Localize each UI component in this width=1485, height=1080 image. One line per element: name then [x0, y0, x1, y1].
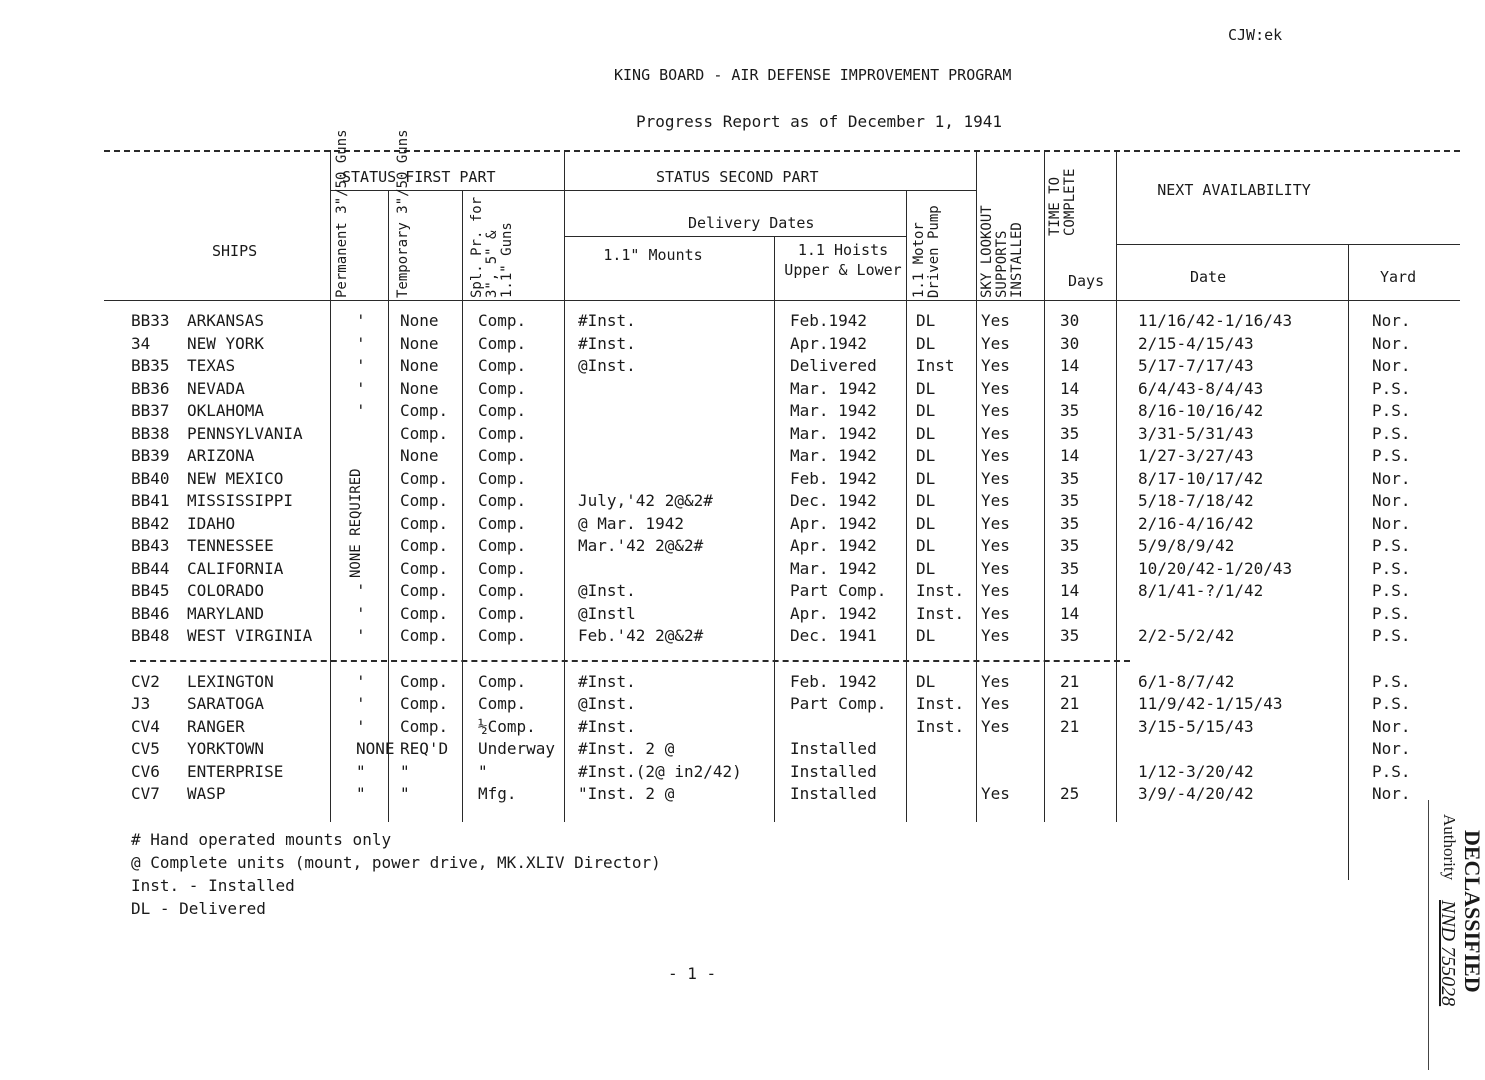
- sky-lookout-cell: Yes: [981, 446, 1010, 465]
- hoists-cell: Mar. 1942: [790, 446, 877, 465]
- spl-pr-cell: Comp.: [478, 513, 527, 533]
- temp-guns-cell: Comp.: [400, 468, 449, 488]
- none-required-label: NONE REQUIRED: [348, 468, 364, 578]
- mounts-cell: @ Mar. 1942: [578, 513, 684, 533]
- mounts-cell: @Inst.: [578, 581, 636, 600]
- temp-guns-cell: Comp.: [400, 536, 449, 555]
- sky-lookout-cell: Yes: [981, 423, 1010, 443]
- days-cell: 30: [1060, 311, 1080, 330]
- yard-cell: Nor.: [1372, 513, 1411, 533]
- motor-pump-cell: DL: [916, 378, 936, 398]
- hoists-cell: Delivered: [790, 356, 877, 375]
- yard-cell: P.S.: [1372, 581, 1411, 600]
- days-cell: 35: [1060, 536, 1080, 555]
- temp-guns-cell: None: [400, 378, 439, 398]
- sky-lookout-cell: Yes: [981, 536, 1010, 555]
- mounts-cell: #Inst.: [578, 716, 636, 736]
- yard-cell: Nor.: [1372, 333, 1411, 353]
- yard-cell: Nor.: [1372, 491, 1411, 510]
- header-next-availability: NEXT AVAILABILITY: [1157, 181, 1311, 199]
- perm-guns-cell: ': [356, 581, 366, 600]
- next-date-cell: 5/18-7/18/42: [1138, 491, 1254, 510]
- mounts-cell: @Instl: [578, 603, 636, 623]
- motor-pump-cell: Inst.: [916, 716, 965, 736]
- ship-name-cell: MISSISSIPPI: [187, 491, 293, 510]
- spl-pr-cell: Comp.: [478, 468, 527, 488]
- sky-lookout-cell: Yes: [981, 491, 1010, 510]
- perm-guns-cell: ": [356, 761, 366, 781]
- perm-guns-cell: ': [356, 333, 366, 353]
- next-date-cell: 1/12-3/20/42: [1138, 761, 1254, 781]
- hull-cell: BB41: [131, 491, 170, 510]
- next-date-cell: 1/27-3/27/43: [1138, 446, 1254, 465]
- next-date-cell: 8/16-10/16/42: [1138, 401, 1264, 420]
- yard-cell: P.S.: [1372, 626, 1411, 645]
- yard-cell: P.S.: [1372, 378, 1411, 398]
- days-cell: 14: [1060, 603, 1080, 623]
- sky-lookout-cell: Yes: [981, 694, 1010, 714]
- hull-cell: BB33: [131, 311, 170, 330]
- motor-pump-cell: Inst: [916, 356, 955, 375]
- redaction-patch: [178, 102, 340, 136]
- temp-guns-cell: Comp.: [400, 513, 449, 533]
- sky-lookout-cell: Yes: [981, 513, 1010, 533]
- days-cell: 35: [1060, 468, 1080, 488]
- spl-pr-cell: Comp.: [478, 333, 527, 353]
- hull-cell: BB44: [131, 558, 170, 578]
- yard-cell: P.S.: [1372, 536, 1411, 555]
- spl-pr-cell: Comp.: [478, 378, 527, 398]
- days-cell: 14: [1060, 581, 1080, 600]
- sky-lookout-cell: Yes: [981, 311, 1010, 330]
- page-number: - 1 -: [668, 964, 717, 983]
- next-date-cell: 3/9/-4/20/42: [1138, 784, 1254, 803]
- perm-guns-cell: ': [356, 603, 366, 623]
- legend-2: @ Complete units (mount, power drive, MK.XLIV Director): [131, 853, 661, 872]
- spl-pr-cell: Comp.: [478, 536, 527, 555]
- days-cell: 14: [1060, 356, 1080, 375]
- hoists-cell: Apr. 1942: [790, 603, 877, 623]
- yard-cell: P.S.: [1372, 446, 1411, 465]
- hull-cell: BB36: [131, 378, 170, 398]
- ship-name-cell: IDAHO: [187, 513, 236, 533]
- spl-pr-cell: Comp.: [478, 491, 527, 510]
- motor-pump-cell: DL: [916, 558, 936, 578]
- motor-pump-cell: Inst.: [916, 694, 965, 714]
- mounts-cell: #Inst.(2@ in2/42): [578, 761, 742, 781]
- sky-lookout-cell: Yes: [981, 716, 1010, 736]
- temp-guns-cell: Comp.: [400, 423, 449, 443]
- hull-cell: 34: [131, 333, 151, 353]
- yard-cell: Nor.: [1372, 739, 1411, 759]
- ship-name-cell: MARYLAND: [187, 603, 265, 623]
- ship-name-cell: ENTERPRISE: [187, 761, 284, 781]
- stamp-authority-label: Authority: [1440, 814, 1459, 881]
- header-status-first-part: STATUS FIRST PART: [342, 168, 496, 186]
- ship-name-cell: ARKANSAS: [187, 311, 265, 330]
- ship-name-cell: TENNESSEE: [187, 536, 274, 555]
- mounts-cell: #Inst.: [578, 672, 636, 691]
- hoists-cell: Installed: [790, 761, 877, 781]
- perm-guns-cell: ': [356, 378, 366, 398]
- header-time-to-complete: TIME TO COMPLETE: [1047, 168, 1078, 236]
- hull-cell: BB48: [131, 626, 170, 645]
- hoists-cell: Feb. 1942: [790, 672, 877, 691]
- mounts-cell: #Inst.: [578, 311, 636, 330]
- ship-name-cell: SARATOGA: [187, 694, 265, 714]
- hull-cell: BB40: [131, 468, 170, 488]
- yard-cell: P.S.: [1372, 558, 1411, 578]
- days-cell: 35: [1060, 423, 1080, 443]
- mounts-cell: @Inst.: [578, 694, 636, 714]
- temp-guns-cell: ": [400, 761, 410, 781]
- motor-pump-cell: DL: [916, 446, 936, 465]
- yard-cell: Nor.: [1372, 468, 1411, 488]
- next-date-cell: 6/4/43-8/4/43: [1138, 378, 1264, 398]
- ship-name-cell: PENNSYLVANIA: [187, 423, 303, 443]
- spl-pr-cell: Comp.: [478, 423, 527, 443]
- yard-cell: Nor.: [1372, 716, 1411, 736]
- temp-guns-cell: Comp.: [400, 603, 449, 623]
- perm-guns-cell: ": [356, 784, 366, 803]
- mounts-cell: Feb.'42 2@&2#: [578, 626, 704, 645]
- perm-guns-cell: ': [356, 356, 366, 375]
- hull-cell: CV2: [131, 672, 160, 691]
- spl-pr-cell: Comp.: [478, 581, 527, 600]
- hoists-cell: Part Comp.: [790, 581, 887, 600]
- hull-cell: BB35: [131, 356, 170, 375]
- sky-lookout-cell: Yes: [981, 468, 1010, 488]
- stamp-authority-value: NND 755028: [1437, 900, 1459, 1007]
- ship-name-cell: LEXINGTON: [187, 672, 274, 691]
- temp-guns-cell: None: [400, 333, 439, 353]
- motor-pump-cell: DL: [916, 423, 936, 443]
- yard-cell: Nor.: [1372, 356, 1411, 375]
- sky-lookout-cell: Yes: [981, 581, 1010, 600]
- mounts-cell: #Inst. 2 @: [578, 739, 675, 759]
- header-yard: Yard: [1380, 268, 1417, 286]
- hoists-cell: Feb.1942: [790, 311, 868, 330]
- sky-lookout-cell: Yes: [981, 356, 1010, 375]
- temp-guns-cell: None: [400, 311, 439, 330]
- temp-guns-cell: Comp.: [400, 672, 449, 691]
- sky-lookout-cell: Yes: [981, 672, 1010, 691]
- yard-cell: P.S.: [1372, 423, 1411, 443]
- yard-cell: P.S.: [1372, 603, 1411, 623]
- days-cell: 14: [1060, 446, 1080, 465]
- motor-pump-cell: DL: [916, 311, 936, 330]
- yard-cell: Nor.: [1372, 784, 1411, 803]
- header-mounts: 1.1" Mounts: [603, 246, 703, 264]
- hull-cell: CV4: [131, 716, 160, 736]
- sky-lookout-cell: Yes: [981, 784, 1010, 803]
- next-date-cell: 11/16/42-1/16/43: [1138, 311, 1293, 330]
- header-days: Days: [1068, 272, 1105, 290]
- hull-cell: J3: [131, 694, 151, 714]
- temp-guns-cell: Comp.: [400, 716, 449, 736]
- mounts-cell: "Inst. 2 @: [578, 784, 675, 803]
- temp-guns-cell: Comp.: [400, 694, 449, 714]
- temp-guns-cell: ": [400, 784, 410, 803]
- next-date-cell: 3/31-5/31/43: [1138, 423, 1254, 443]
- yard-cell: P.S.: [1372, 694, 1411, 714]
- header-spl-pr: Spl. Pr. for 3", 5" & 1.1" Guns: [469, 196, 515, 298]
- temp-guns-cell: Comp.: [400, 401, 449, 420]
- motor-pump-cell: DL: [916, 333, 936, 353]
- days-cell: 30: [1060, 333, 1080, 353]
- temp-guns-cell: None: [400, 446, 439, 465]
- legend-3: Inst. - Installed: [131, 876, 295, 895]
- hull-cell: BB43: [131, 536, 170, 555]
- next-date-cell: 5/9/8/9/42: [1138, 536, 1235, 555]
- ship-name-cell: RANGER: [187, 716, 245, 736]
- perm-guns-cell: ': [356, 626, 366, 645]
- mounts-cell: July,'42 2@&2#: [578, 491, 713, 510]
- doc-title: KING BOARD - AIR DEFENSE IMPROVEMENT PROGRAM: [614, 66, 1012, 84]
- hull-cell: CV7: [131, 784, 160, 803]
- hoists-cell: Mar. 1942: [790, 401, 877, 420]
- yard-cell: P.S.: [1372, 761, 1411, 781]
- hull-cell: BB46: [131, 603, 170, 623]
- hoists-cell: Mar. 1942: [790, 558, 877, 578]
- header-temporary-guns: Temporary 3"/50 Guns: [395, 129, 411, 298]
- motor-pump-cell: DL: [916, 672, 936, 691]
- header-ships: SHIPS: [212, 242, 258, 260]
- spl-pr-cell: Comp.: [478, 603, 527, 623]
- perm-guns-cell: ': [356, 716, 366, 736]
- days-cell: 14: [1060, 378, 1080, 398]
- hoists-cell: Dec. 1942: [790, 491, 877, 510]
- spl-pr-cell: Comp.: [478, 446, 527, 465]
- mounts-cell: @Inst.: [578, 356, 636, 375]
- hoists-cell: Apr.1942: [790, 333, 868, 353]
- hoists-cell: Mar. 1942: [790, 423, 877, 443]
- yard-cell: P.S.: [1372, 672, 1411, 691]
- spl-pr-cell: Comp.: [478, 311, 527, 330]
- spl-pr-cell: Mfg.: [478, 784, 517, 803]
- doc-subtitle: Progress Report as of December 1, 1941: [636, 112, 1003, 131]
- header-date: Date: [1190, 268, 1227, 286]
- ship-name-cell: ARIZONA: [187, 446, 255, 465]
- ship-name-cell: WASP: [187, 784, 226, 803]
- hull-cell: BB45: [131, 581, 170, 600]
- ship-name-cell: COLORADO: [187, 581, 265, 600]
- days-cell: 21: [1060, 716, 1080, 736]
- perm-guns-cell: NONE: [356, 739, 395, 759]
- hoists-cell: Installed: [790, 739, 877, 759]
- doc-initials: CJW:ek: [1228, 26, 1283, 44]
- days-cell: 25: [1060, 784, 1080, 803]
- next-date-cell: 5/17-7/17/43: [1138, 356, 1254, 375]
- motor-pump-cell: DL: [916, 491, 936, 510]
- sky-lookout-cell: Yes: [981, 378, 1010, 398]
- next-date-cell: 8/1/41-?/1/42: [1138, 581, 1264, 600]
- hoists-cell: Apr. 1942: [790, 513, 877, 533]
- sky-lookout-cell: Yes: [981, 558, 1010, 578]
- header-status-second-part: STATUS SECOND PART: [656, 168, 819, 186]
- sky-lookout-cell: Yes: [981, 401, 1010, 420]
- motor-pump-cell: Inst.: [916, 581, 965, 600]
- perm-guns-cell: ': [356, 311, 366, 330]
- days-cell: 35: [1060, 513, 1080, 533]
- motor-pump-cell: DL: [916, 401, 936, 420]
- spl-pr-cell: ": [478, 761, 488, 781]
- motor-pump-cell: DL: [916, 468, 936, 488]
- ship-name-cell: NEW YORK: [187, 333, 265, 353]
- sky-lookout-cell: Yes: [981, 603, 1010, 623]
- hoists-cell: Installed: [790, 784, 877, 803]
- ship-name-cell: YORKTOWN: [187, 739, 265, 759]
- spl-pr-cell: Comp.: [478, 672, 527, 691]
- perm-guns-cell: ': [356, 672, 366, 691]
- next-date-cell: 2/15-4/15/43: [1138, 333, 1254, 353]
- hoists-cell: Part Comp.: [790, 694, 887, 714]
- spl-pr-cell: Comp.: [478, 356, 527, 375]
- header-sky-lookout: SKY LOOKOUT SUPPORTS INSTALLED: [979, 205, 1025, 298]
- hull-cell: BB38: [131, 423, 170, 443]
- header-delivery-dates: Delivery Dates: [688, 214, 815, 232]
- ship-name-cell: NEW MEXICO: [187, 468, 284, 488]
- ship-name-cell: WEST VIRGINIA: [187, 626, 313, 645]
- spl-pr-cell: Comp.: [478, 694, 527, 714]
- perm-guns-cell: ': [356, 694, 366, 714]
- legend-1: # Hand operated mounts only: [131, 830, 392, 849]
- ship-name-cell: NEVADA: [187, 378, 245, 398]
- hull-cell: BB39: [131, 446, 170, 465]
- days-cell: 35: [1060, 626, 1080, 645]
- hoists-cell: Apr. 1942: [790, 536, 877, 555]
- next-date-cell: 3/15-5/15/43: [1138, 716, 1254, 736]
- hull-cell: BB42: [131, 513, 170, 533]
- temp-guns-cell: None: [400, 356, 439, 375]
- motor-pump-cell: Inst.: [916, 603, 965, 623]
- header-motor-pump: 1.1 Motor Driven Pump: [911, 205, 942, 298]
- temp-guns-cell: Comp.: [400, 558, 449, 578]
- hoists-cell: Dec. 1941: [790, 626, 877, 645]
- header-permanent-guns: Permanent 3"/50 Guns: [334, 129, 350, 298]
- perm-guns-cell: ': [356, 401, 366, 420]
- days-cell: 35: [1060, 558, 1080, 578]
- mounts-cell: Mar.'42 2@&2#: [578, 536, 704, 555]
- days-cell: 21: [1060, 672, 1080, 691]
- hull-cell: BB37: [131, 401, 170, 420]
- ship-name-cell: CALIFORNIA: [187, 558, 284, 578]
- sky-lookout-cell: Yes: [981, 626, 1010, 645]
- days-cell: 21: [1060, 694, 1080, 714]
- hull-cell: CV6: [131, 761, 160, 781]
- spl-pr-cell: ½Comp.: [478, 716, 536, 736]
- days-cell: 35: [1060, 491, 1080, 510]
- days-cell: 35: [1060, 401, 1080, 420]
- spl-pr-cell: Comp.: [478, 558, 527, 578]
- motor-pump-cell: DL: [916, 536, 936, 555]
- sky-lookout-cell: Yes: [981, 333, 1010, 353]
- temp-guns-cell: Comp.: [400, 626, 449, 645]
- spl-pr-cell: Underway: [478, 739, 556, 759]
- motor-pump-cell: DL: [916, 626, 936, 645]
- yard-cell: Nor.: [1372, 311, 1411, 330]
- next-date-cell: 11/9/42-1/15/43: [1138, 694, 1283, 714]
- temp-guns-cell: REQ'D: [400, 739, 449, 759]
- next-date-cell: 2/2-5/2/42: [1138, 626, 1235, 645]
- declassified-stamp: [1428, 800, 1485, 1070]
- next-date-cell: 8/17-10/17/42: [1138, 468, 1264, 488]
- motor-pump-cell: DL: [916, 513, 936, 533]
- next-date-cell: 6/1-8/7/42: [1138, 672, 1235, 691]
- header-hoists: 1.1 Hoists Upper & Lower: [784, 241, 902, 279]
- hull-cell: CV5: [131, 739, 160, 759]
- ship-name-cell: TEXAS: [187, 356, 236, 375]
- legend-4: DL - Delivered: [131, 899, 266, 918]
- spl-pr-cell: Comp.: [478, 401, 527, 420]
- mounts-cell: #Inst.: [578, 333, 636, 353]
- next-date-cell: 10/20/42-1/20/43: [1138, 558, 1293, 578]
- hoists-cell: Mar. 1942: [790, 378, 877, 398]
- spl-pr-cell: Comp.: [478, 626, 527, 645]
- temp-guns-cell: Comp.: [400, 581, 449, 600]
- ship-name-cell: OKLAHOMA: [187, 401, 265, 420]
- stamp-heading: DECLASSIFIED: [1460, 830, 1485, 993]
- next-date-cell: 2/16-4/16/42: [1138, 513, 1254, 533]
- temp-guns-cell: Comp.: [400, 491, 449, 510]
- yard-cell: P.S.: [1372, 401, 1411, 420]
- hoists-cell: Feb. 1942: [790, 468, 877, 488]
